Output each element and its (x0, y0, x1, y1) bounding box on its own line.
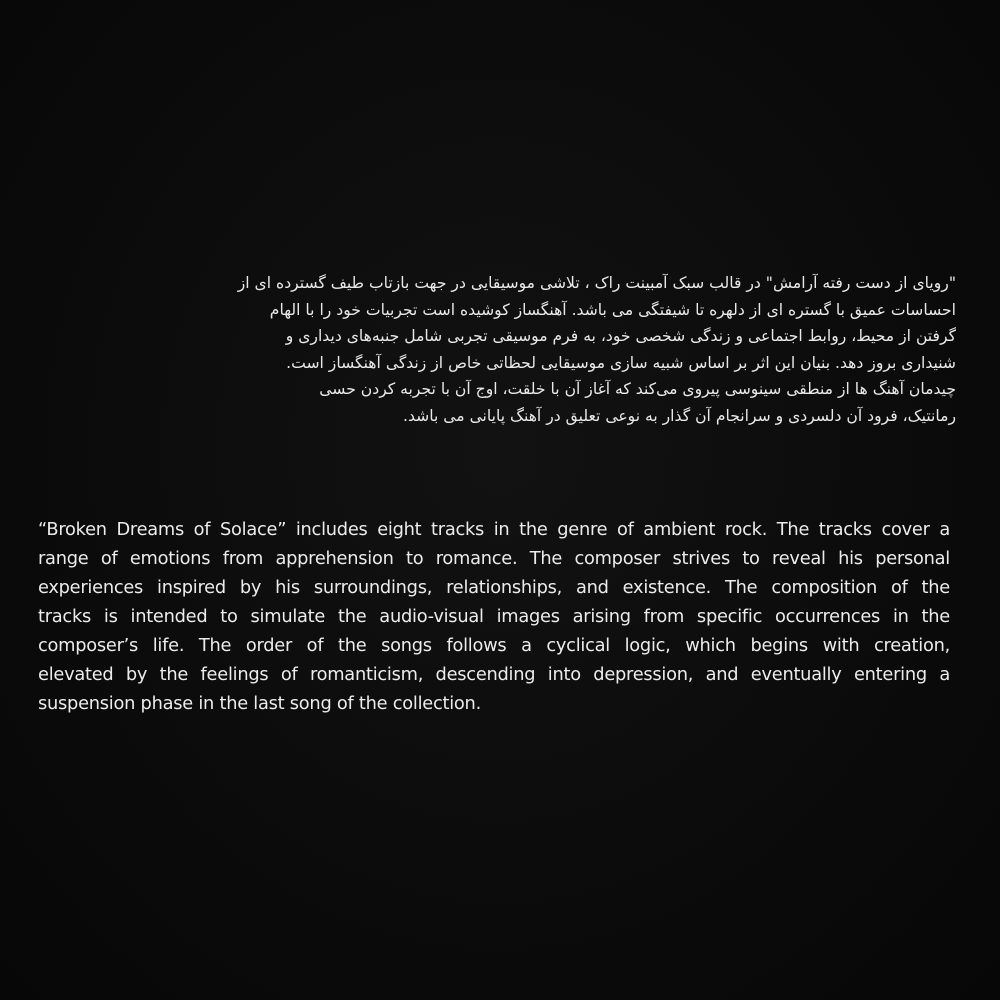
persian-line-6: رمانتیک، فرود آن دلسردی و سرانجام آن گذار به نوعی تعلیق در آهنگ پایانی می باشد. (403, 406, 956, 425)
persian-line-5: چیدمان آهنگ ها از منطقی سینوسی پیروی می‌کند که آغاز آن با خلقت، اوج آن با تجربه کردن حسی (319, 380, 956, 398)
english-line-3: experiences inspired by his surroundings, relationships, and existence. The composition of the (38, 577, 950, 598)
english-description (38, 515, 950, 718)
english-line-6: elevated by the feelings of romanticism, descending into depression, and eventually entering a (38, 664, 950, 685)
english-line-1: “Broken Dreams of Solace” includes eight tracks in the genre of ambient rock. The tracks cover a (38, 519, 950, 540)
english-line-7: suspension phase in the last song of the collection. (38, 693, 481, 714)
persian-line-2: احساسات عمیق با گستره ای از دلهره تا شیفتگی می باشد. آهنگساز کوشیده است تجربیات خود را با الهام (269, 300, 956, 319)
persian-line-4: شنیداری بروز دهد. بنیان این اثر بر اساس شبیه سازی موسیقایی لحظاتی خاص از زندگی آهنگساز است. (286, 353, 956, 372)
english-line-5: composer’s life. The order of the songs follows a cyclical logic, which begins with creation, (38, 635, 950, 656)
english-line-2: range of emotions from apprehension to romance. The composer strives to reveal his personal (38, 548, 950, 569)
persian-description (36, 270, 956, 429)
english-line-4: tracks is intended to simulate the audio-visual images arising from specific occurrences in the (38, 606, 950, 627)
persian-line-3: گرفتن از محیط، روابط اجتماعی و زندگی شخصی خود، به فرم موسیقی تجربی شامل جنبه‌های دیداری و (285, 327, 956, 345)
persian-line-1: "رویای از دست رفته آرامش" در قالب سبک آمبینت راک ، تلاشی موسیقایی در جهت بازتاب طیف گسترده ای از (237, 274, 956, 292)
